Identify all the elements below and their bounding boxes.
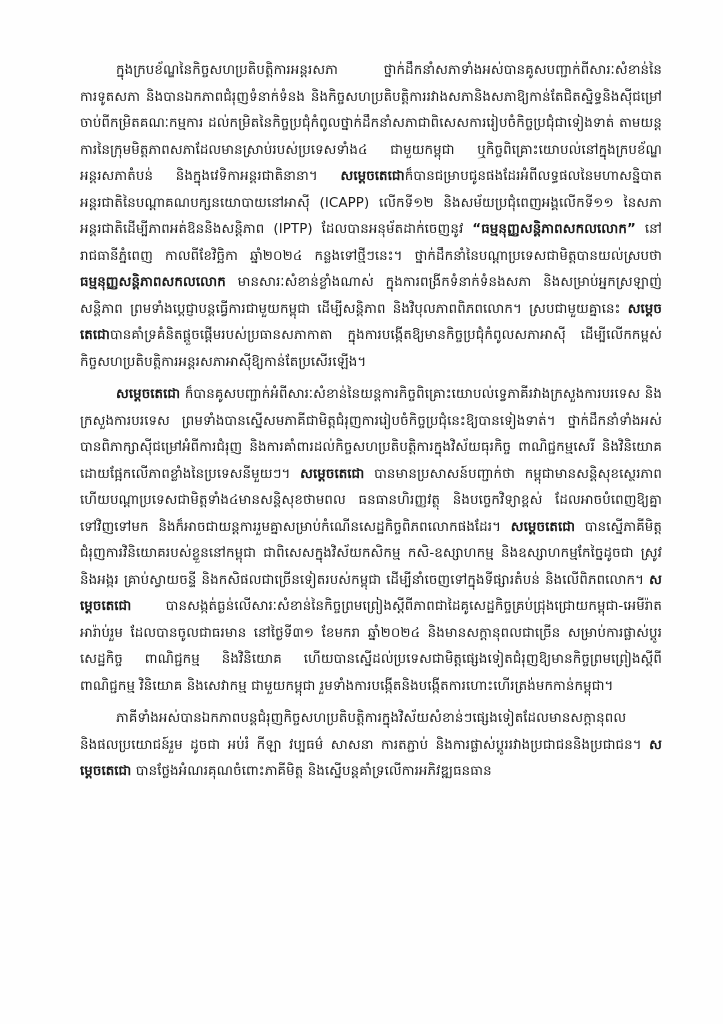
text-segment: នៅរាជធានីភ្នំពេញ កាលពីខែវិច្ឆិកា ឆ្នាំ២០២៤ កន្លងទៅថ្មីៗនេះ។ ថ្នាក់ដឹកនាំនៃបណ្តាប្រទេសជាមិត្តបានយល់ស្របថា	[80, 222, 662, 264]
bold-text-segment: សម្តេចតេជោ	[80, 572, 662, 614]
paragraph-1	[80, 58, 662, 376]
bold-text-segment: សម្តេចតេជោ	[80, 737, 662, 779]
text-segment: បានមានប្រសាសន៍បញ្ជាក់ថា កម្ពុជាមានសន្តិសុខស្ថេរភាព ហើយបណ្តាប្រទេសជាមិត្តទាំង៤មានសន្តិសុខថាមពល ធនធានហិរញ្ញវត្ថុ និងបច្ចេកវិទ្យាខ្ពស់ ដែលអាចបំពេញឱ្យគ្នាទៅវិញទៅមក និងក៏អាចជាយន្តការរួមគ្នាសម្រាប់កំណើនសេដ្ឋកិច្ចពិភពលោកផងដែរ។	[80, 466, 662, 535]
paragraph-2	[80, 382, 662, 700]
text-segment: បានគាំទ្រគំនិតផ្តួចផ្តើមរបស់ប្រធានសភាកាតា ក្នុងការបង្កើតឱ្យមានកិច្ចប្រជុំកំពូលសភាអាស៊ី ដើម្បីលើកកម្ពស់កិច្ចសហប្រតិបត្តិការអន្តរសភាអាស៊ីឱ្យកាន់តែប្រសើរឡើង។	[80, 328, 662, 370]
text-segment: ភាគីទាំងអស់បានឯកភាពបន្តជំរុញកិច្ចសហប្រតិបត្តិការក្នុងវិស័យសំខាន់ៗផ្សេងទៀតដែលមានសក្តានុពលនិងផលប្រយោជន៍រួម ដូចជា អប់រំ កីឡា វប្បធម៌ សាសនា ការតភ្ជាប់ និងការផ្លាស់ប្តូររវាងប្រជាជននិងប្រជាជន។	[80, 711, 650, 753]
document-body	[80, 58, 662, 1008]
text-segment: ក្នុងក្របខ័ណ្ឌនៃកិច្ចសហប្រតិបត្តិការអន្តរសភា ថ្នាក់ដឹកនាំសភាទាំងអស់បានគូសបញ្ជាក់ពីសារៈសំខាន់នៃការទូតសភា និងបានឯកភាពជំរុញទំនាក់ទំនង និងកិច្ចសហប្រតិបត្តិការរវាងសភានិងសភាឱ្យកាន់តែជិតស្និទ្ធនិងស៊ីជម្រៅ ចាប់ពីកម្រិតគណៈកម្មការ ដល់កម្រិតនៃកិច្ចប្រជុំកំពូលថ្នាក់ដឹកនាំសភាជាពិសេសការរៀបចំកិច្ចប្រជុំជាទៀងទាត់ តាមយន្តការនៃក្រុមមិត្តភាពសភាដែលមានស្រាប់របស់ប្រទេសទាំង៤ ជាមួយកម្ពុជា ឬកិច្ចពិគ្រោះយោបល់នៅក្នុងក្របខ័ណ្ឌអន្តរសភាតំបន់ និងក្នុងវេទិកាអន្តរជាតិនានា។	[80, 63, 662, 184]
text-segment: បានថ្លែងអំណរគុណចំពោះភាគីមិត្ត និងស្នើបន្តគាំទ្រលើការអភិវឌ្ឍធនធាន	[131, 764, 492, 779]
paragraph-3	[80, 706, 662, 786]
text-segment: មានសារៈសំខាន់ខ្លាំងណាស់ ក្នុងការពង្រីកទំនាក់ទំនងសភា និងសម្រាប់អ្នកស្រឡាញ់សន្តិភាព ព្រមទាំងប្តេជ្ញាបន្តធ្វើការជាមួយកម្ពុជា ដើម្បីសន្តិភាព និងវិបុលភាពពិភពលោក។ ស្របជាមួយគ្នានេះ	[80, 275, 662, 317]
text-segment: បានស្នើភាគីមិត្តជំរុញការវិនិយោគរបស់ខ្លួននៅកម្ពុជា ជាពិសេសក្នុងវិស័យកសិកម្ម កសិ-ឧស្សាហកម្ម និងឧស្សាហកម្មកែច្នៃដូចជា ស្រូវនិងអង្ករ គ្រាប់ស្វាយចន្ទី និងកសិផលជាច្រើនទៀតរបស់កម្ពុជា ដើម្បីនាំចេញទៅក្នុងទីផ្សារតំបន់ និងលើពិភពលោក។	[80, 519, 662, 588]
text-segment: ក៏បានជម្រាបជូនផងដែរអំពីលទ្ធផលនៃមហាសន្និបាតអន្តរជាតិនៃបណ្តាគណបក្សនយោបាយនៅអាស៊ី (ICAPP) លើកទី១២ និងសម័យប្រជុំពេញអង្គលើកទី១១ នៃសភាអន្តរជាតិដើម្បីភាពអត់ឱននិងសន្តិភាព (IPTP) ដែលបានអនុម័តដាក់ចេញនូវ	[80, 169, 662, 237]
bold-text-segment: ធម្មនុញ្ញសន្តិភាពសកលលោក	[80, 275, 226, 290]
bold-text-segment: សម្តេចតេជោ	[80, 301, 662, 343]
bold-text-segment: សម្តេចតេជោ	[510, 519, 576, 535]
bold-text-segment: សម្តេចតេជោ	[116, 387, 181, 402]
bold-text-segment: សម្តេចតេជោ	[300, 466, 365, 482]
text-segment: បានសង្កត់ធ្ងន់លើសារៈសំខាន់នៃកិច្ចព្រមព្រៀងស្តីពីភាពជាដៃគូសេដ្ឋកិច្ចគ្រប់ជ្រុងជ្រោយកម្ពុជា-អេមីរ៉ាតអារ៉ាប់រួម ដែលបានចូលជាធរមាន នៅថ្ងៃទី៣១ ខែមករា ឆ្នាំ២០២៤ និងមានសក្តានុពលជាច្រើន សម្រាប់ការផ្លាស់ប្តូរសេដ្ឋកិច្ច ពាណិជ្ជកម្ម និងវិនិយោគ ហើយបានស្នើដល់ប្រទេសជាមិត្តផ្សេងទៀតជំរុញឱ្យមានកិច្ចព្រមព្រៀងស្តីពីពាណិជ្ជកម្ម វិនិយោគ និងសេវាកម្ម ជាមួយកម្ពុជា រួមទាំងការបង្កើតនិងបង្កើតការហោះហើរត្រង់មកកាន់កម្ពុជា។	[80, 599, 662, 694]
bold-text-segment: សម្តេចតេជោ	[340, 169, 405, 184]
text-segment: ក៏បានគូសបញ្ជាក់អំពីសារៈសំខាន់នៃយន្តការកិច្ចពិគ្រោះយោបល់ទ្វេភាគីរវាងក្រសួងការបរទេស និងក្រសួងការបរទេស ព្រមទាំងបានស្នើសមភាគីជាមិត្តជំរុញការរៀបចំកិច្ចប្រជុំនេះឱ្យបានទៀងទាត់។ ថ្នាក់ដឹកនាំទាំងអស់បានពិភាក្សាស៊ីជម្រៅអំពីការជំរុញ និងការគាំពារដល់កិច្ចសហប្រតិបត្តិការក្នុងវិស័យធុរកិច្ច ពាណិជ្ជកម្មសេរី និងវិនិយោគ ដោយផ្អែកលើភាពខ្លាំងនៃប្រទេសនីមួយៗ។	[80, 387, 662, 482]
bold-text-segment: “ធម្មនុញ្ញសន្តិភាពសកលលោក”	[472, 222, 636, 237]
